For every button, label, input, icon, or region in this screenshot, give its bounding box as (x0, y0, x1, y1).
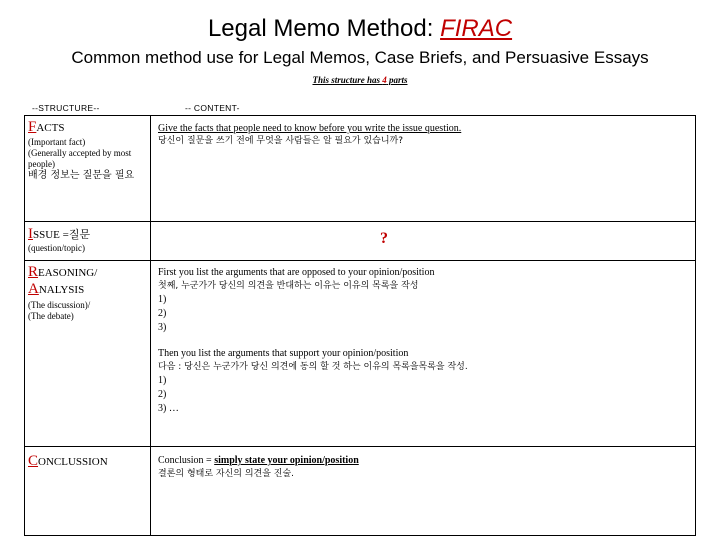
analysis-label: NALYSIS (38, 284, 85, 296)
reasoning-opposing-item: 2) (158, 308, 167, 319)
reasoning-sub2: (The debate) (28, 311, 74, 321)
row-divider-issue (24, 260, 696, 261)
facts-content-kr: 당신이 질문을 쓰기 전에 무엇을 사람들은 알 필요가 있습니까? (158, 136, 404, 146)
facts-sub1: (Important fact) (28, 137, 86, 147)
conclusion-content-cell (158, 455, 690, 480)
reasoning-supporting-en: Then you list the arguments that support your opinion/position (158, 348, 409, 359)
issue-initial: I (28, 226, 33, 242)
issue-sub: (question/topic) (28, 243, 85, 253)
conclusion-initial: C (28, 453, 39, 469)
issue-label: SSUE =질문 (33, 229, 91, 241)
title-prefix: Legal Memo Method: (207, 15, 441, 42)
row-divider-reasoning (24, 446, 696, 447)
page-title (0, 14, 720, 44)
conclusion-emphasis: simply state your opinion/position (214, 455, 359, 466)
conclusion-korean: 결론의 형태로 자신의 의견을 진술. (158, 469, 295, 479)
note-prefix: This structure has (312, 75, 383, 85)
page-subtitle: Common method use for Legal Memos, Case Briefs, and Persuasive Essays (71, 48, 649, 67)
reasoning-opposing-kr: 첫째, 누군가가 당신의 의견을 반대하는 이유는 이유의 목록을 작성 (158, 281, 419, 291)
reasoning-opposing-item: 3) (158, 322, 167, 333)
structure-note (0, 75, 720, 85)
structure-header: --STRUCTURE-- (32, 103, 100, 113)
facts-content-en: Give the facts that people need to know before you write the issue question. (158, 123, 462, 134)
title-highlight: FIRAC (440, 15, 513, 42)
facts-content-cell (158, 123, 690, 147)
conclusion-structure-cell (28, 455, 148, 468)
analysis-initial: A (28, 281, 39, 297)
reasoning-opposing-item: 1) (158, 294, 167, 305)
reasoning-supporting-kr: 다음 : 당신은 누군가가 당신 의견에 동의 할 것 하는 이유의 목록을목록을 작성. (158, 362, 468, 372)
reasoning-supporting-item: 1) (158, 375, 167, 386)
facts-sub2: (Generally accepted by most people) (28, 148, 132, 169)
reasoning-opposing-en: First you list the arguments that are opposed to your opinion/position (158, 267, 435, 278)
facts-structure-cell (28, 121, 148, 182)
facts-korean: 배경 정보는 질문을 필요 (28, 170, 135, 181)
issue-structure-cell (28, 228, 148, 254)
reasoning-structure-cell (28, 266, 148, 322)
conclusion-prefix: Conclusion = (158, 455, 215, 466)
reasoning-supporting-item: 2) (158, 389, 167, 400)
note-suffix: parts (386, 75, 408, 85)
conclusion-label: ONCLUSSION (38, 456, 108, 468)
note-number: 4 (382, 75, 387, 85)
reasoning-content-cell (158, 267, 690, 415)
issue-question-mark: ? (380, 230, 388, 247)
reasoning-sub1: (The discussion)/ (28, 300, 91, 310)
content-header: -- CONTENT- (185, 103, 240, 113)
reasoning-label: EASONING/ (38, 267, 98, 279)
facts-initial: F (28, 119, 37, 135)
reasoning-initial: R (28, 264, 39, 280)
reasoning-supporting-item: 3) … (158, 403, 179, 414)
row-divider-facts (24, 221, 696, 222)
column-divider (150, 115, 151, 536)
facts-label: ACTS (36, 122, 65, 134)
